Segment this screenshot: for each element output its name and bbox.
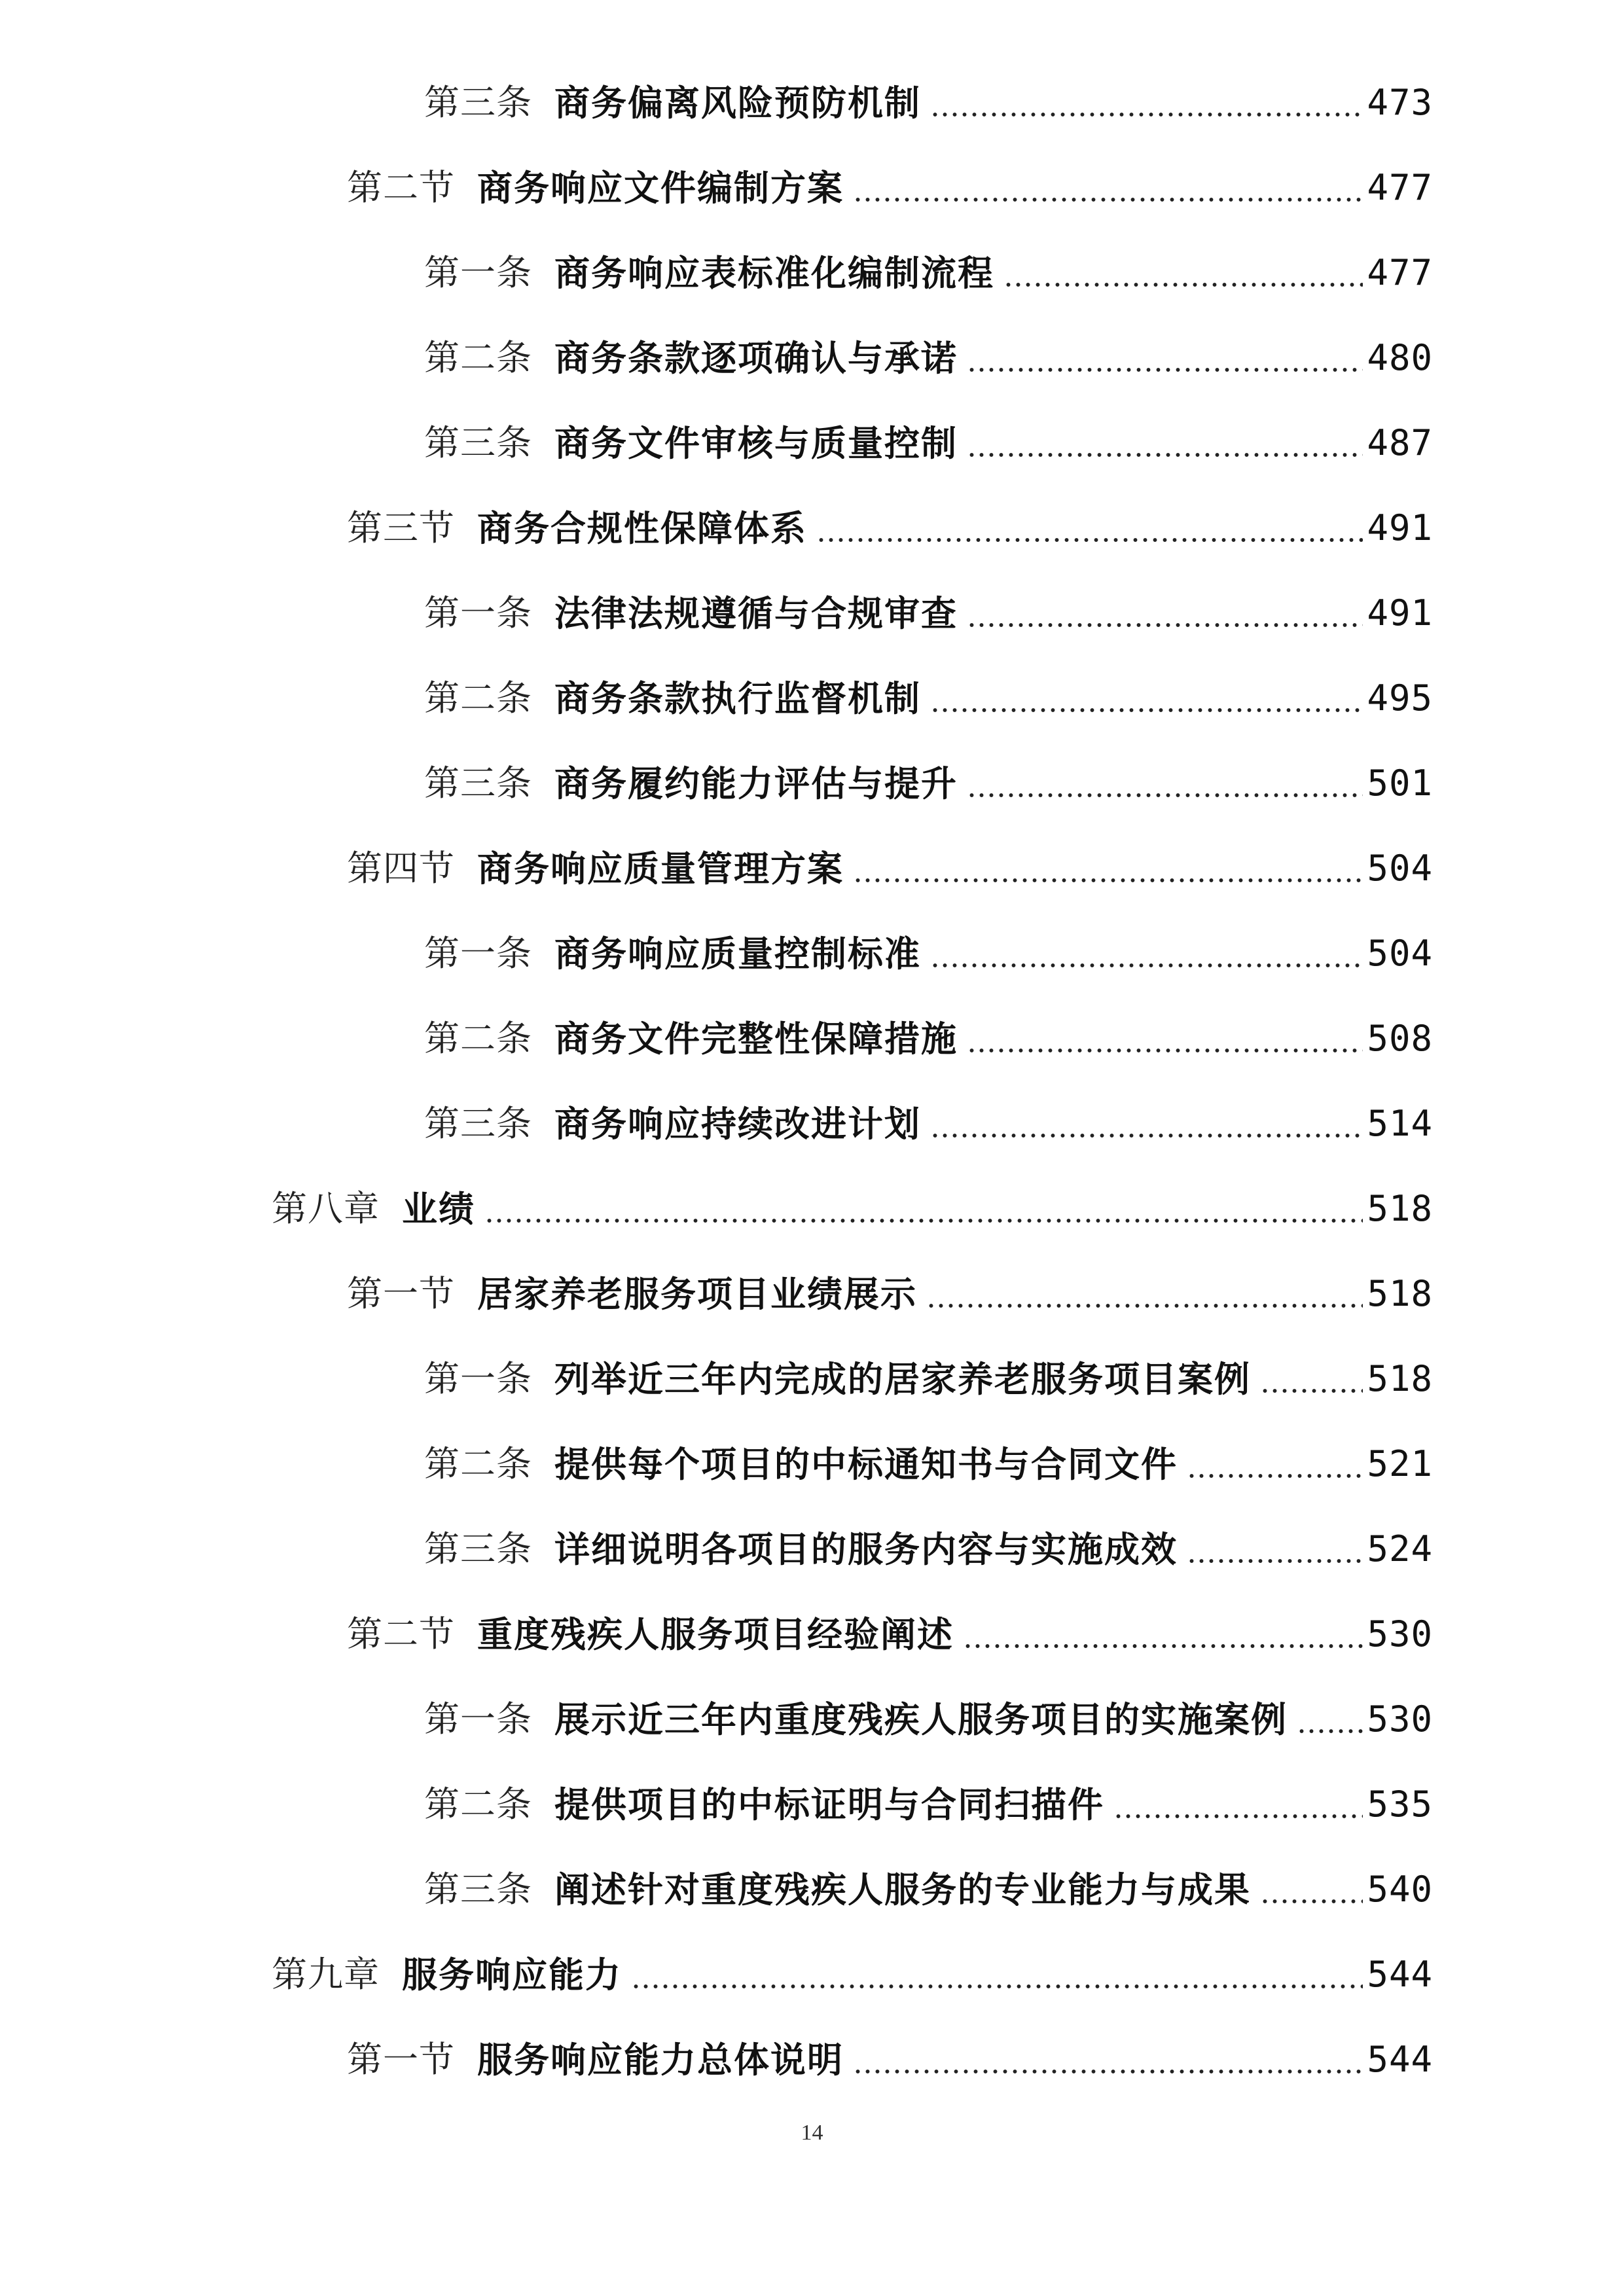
toc-dot-leader: [1260, 1361, 1363, 1397]
toc-entry-number: 第三条: [424, 422, 532, 463]
page-number: 14: [801, 2121, 823, 2145]
toc-dot-leader: [1113, 1787, 1363, 1822]
toc-entry-article[interactable]: [0, 1336, 1624, 1422]
toc-entry-page-number: 540: [1367, 1869, 1433, 1910]
toc-entry-title: 服务响应能力: [402, 1954, 622, 1996]
toc-dot-leader: [963, 1617, 1363, 1652]
toc-entry-number: 第三条: [424, 1528, 532, 1570]
toc-entry-title: 重度残疾人服务项目经验阐述: [477, 1613, 954, 1655]
toc-dot-leader: [816, 511, 1363, 546]
toc-dot-leader: [967, 340, 1363, 376]
toc-entry-number: 第四节: [347, 848, 455, 889]
toc-entry-article[interactable]: [0, 1762, 1624, 1847]
toc-entry-section[interactable]: [0, 2017, 1624, 2102]
toc-entry-number: 第三条: [424, 82, 532, 123]
toc-entry-article[interactable]: [0, 741, 1624, 826]
toc-dot-leader: [967, 1021, 1363, 1056]
toc-entry-page-number: 524: [1367, 1528, 1433, 1570]
toc-entry-title: 商务条款逐项确认与承诺: [554, 337, 958, 379]
toc-entry-title: 居家养老服务项目业绩展示: [477, 1273, 917, 1315]
toc-entry-page-number: 504: [1367, 933, 1433, 974]
toc-entry-number: 第三条: [424, 762, 532, 804]
toc-entry-title: 商务响应持续改进计划: [554, 1103, 921, 1145]
toc-entry-chapter[interactable]: [0, 1932, 1624, 2017]
toc-dot-leader: [930, 936, 1363, 971]
toc-entry-page-number: 495: [1367, 677, 1433, 719]
toc-dot-leader: [853, 851, 1363, 886]
toc-entry-number: 第八章: [272, 1188, 380, 1229]
toc-entry-number: 第三条: [424, 1103, 532, 1144]
toc-entry-page-number: 530: [1367, 1698, 1433, 1740]
toc-dot-leader: [631, 1957, 1363, 1992]
toc-entry-number: 第三节: [347, 507, 455, 548]
toc-entry-title: 商务文件审核与质量控制: [554, 422, 958, 464]
toc-entry-title: 商务响应质量管理方案: [477, 848, 844, 889]
toc-dot-leader: [1187, 1532, 1363, 1567]
toc-dot-leader: [967, 596, 1363, 631]
toc-entry-title: 业绩: [402, 1188, 475, 1230]
toc-entry-number: 第二节: [347, 1613, 455, 1655]
toc-dot-leader: [853, 170, 1363, 206]
toc-entry-page-number: 504: [1367, 848, 1433, 889]
toc-dot-leader: [1187, 1446, 1363, 1482]
toc-entry-page-number: 480: [1367, 337, 1433, 378]
toc-entry-article[interactable]: [0, 60, 1624, 145]
toc-entry-number: 第一节: [347, 1273, 455, 1314]
toc-entry-article[interactable]: [0, 571, 1624, 656]
toc-entry-page-number: 487: [1367, 422, 1433, 463]
toc-entry-page-number: 501: [1367, 762, 1433, 804]
toc-entry-title: 服务响应能力总体说明: [477, 2039, 844, 2081]
toc-entry-article[interactable]: [0, 1422, 1624, 1507]
toc-entry-title: 列举近三年内完成的居家养老服务项目案例: [554, 1358, 1251, 1400]
toc-entry-page-number: 508: [1367, 1018, 1433, 1059]
toc-dot-leader: [484, 1191, 1363, 1227]
toc-entry-title: 商务偏离风险预防机制: [554, 82, 921, 124]
toc-entry-number: 第一条: [424, 1358, 532, 1399]
toc-entry-number: 第一节: [347, 2039, 455, 2080]
toc-dot-leader: [930, 681, 1363, 716]
toc-entry-section[interactable]: [0, 145, 1624, 230]
toc-entry-page-number: 530: [1367, 1613, 1433, 1655]
toc-entry-article[interactable]: [0, 315, 1624, 401]
toc-entry-title: 商务文件完整性保障措施: [554, 1018, 958, 1060]
toc-entry-page-number: 491: [1367, 507, 1433, 548]
toc-entry-article[interactable]: [0, 1677, 1624, 1762]
toc-entry-title: 展示近三年内重度残疾人服务项目的实施案例: [554, 1698, 1288, 1740]
toc-entry-section[interactable]: [0, 486, 1624, 571]
toc-entry-title: 商务条款执行监督机制: [554, 677, 921, 719]
toc-entry-section[interactable]: [0, 826, 1624, 911]
toc-entry-article[interactable]: [0, 911, 1624, 996]
toc-entry-number: 第一条: [424, 933, 532, 974]
toc-entry-number: 第二条: [424, 1443, 532, 1484]
toc-entry-article[interactable]: [0, 1507, 1624, 1592]
toc-dot-leader: [930, 85, 1363, 120]
toc-dot-leader: [930, 1106, 1363, 1141]
toc-entry-page-number: 535: [1367, 1784, 1433, 1825]
toc-dot-leader: [1297, 1702, 1363, 1737]
toc-entry-page-number: 521: [1367, 1443, 1433, 1484]
toc-entry-page-number: 473: [1367, 82, 1433, 123]
toc-entry-number: 第二条: [424, 337, 532, 378]
toc-entry-title: 提供项目的中标证明与合同扫描件: [554, 1784, 1104, 1825]
toc-dot-leader: [1260, 1872, 1363, 1907]
toc-entry-title: 商务响应文件编制方案: [477, 167, 844, 209]
toc-dot-leader: [926, 1276, 1363, 1312]
toc-entry-number: 第二条: [424, 1784, 532, 1825]
toc-dot-leader: [1003, 255, 1363, 291]
toc-entry-chapter[interactable]: [0, 1166, 1624, 1251]
toc-entry-page-number: 477: [1367, 167, 1433, 208]
toc-entry-number: 第一条: [424, 252, 532, 293]
toc-dot-leader: [853, 2042, 1363, 2077]
toc-entry-number: 第一条: [424, 1698, 532, 1740]
toc-dot-leader: [967, 425, 1363, 461]
toc-entry-article[interactable]: [0, 401, 1624, 486]
toc-entry-title: 商务合规性保障体系: [477, 507, 807, 549]
toc-dot-leader: [967, 766, 1363, 801]
toc-entry-number: 第二条: [424, 677, 532, 719]
toc-entry-page-number: 544: [1367, 2039, 1433, 2080]
toc-entry-number: 第九章: [272, 1954, 380, 1995]
toc-entry-number: 第三条: [424, 1869, 532, 1910]
toc-entry-title: 阐述针对重度残疾人服务的专业能力与成果: [554, 1869, 1251, 1910]
toc-entry-title: 法律法规遵循与合规审查: [554, 592, 958, 634]
toc-entry-title: 提供每个项目的中标通知书与合同文件: [554, 1443, 1178, 1485]
toc-entry-title: 详细说明各项目的服务内容与实施成效: [554, 1528, 1178, 1570]
toc-entry-article[interactable]: [0, 1081, 1624, 1166]
toc-entry-number: 第一条: [424, 592, 532, 634]
toc-entry-page-number: 518: [1367, 1358, 1433, 1399]
toc-entry-number: 第二节: [347, 167, 455, 208]
toc-entry-article[interactable]: [0, 656, 1624, 741]
toc-entry-title: 商务响应质量控制标准: [554, 933, 921, 975]
toc-entry-page-number: 477: [1367, 252, 1433, 293]
toc-entry-title: 商务履约能力评估与提升: [554, 762, 958, 804]
toc-entry-number: 第二条: [424, 1018, 532, 1059]
toc-entry-article[interactable]: [0, 1847, 1624, 1932]
table-of-contents: [0, 60, 1624, 2102]
toc-entry-section[interactable]: [0, 1592, 1624, 1677]
toc-entry-section[interactable]: [0, 1251, 1624, 1336]
toc-entry-page-number: 491: [1367, 592, 1433, 634]
toc-entry-page-number: 544: [1367, 1954, 1433, 1995]
toc-entry-article[interactable]: [0, 230, 1624, 315]
toc-entry-page-number: 514: [1367, 1103, 1433, 1144]
toc-entry-page-number: 518: [1367, 1273, 1433, 1314]
toc-entry-page-number: 518: [1367, 1188, 1433, 1229]
toc-entry-article[interactable]: [0, 996, 1624, 1081]
toc-entry-title: 商务响应表标准化编制流程: [554, 252, 994, 294]
